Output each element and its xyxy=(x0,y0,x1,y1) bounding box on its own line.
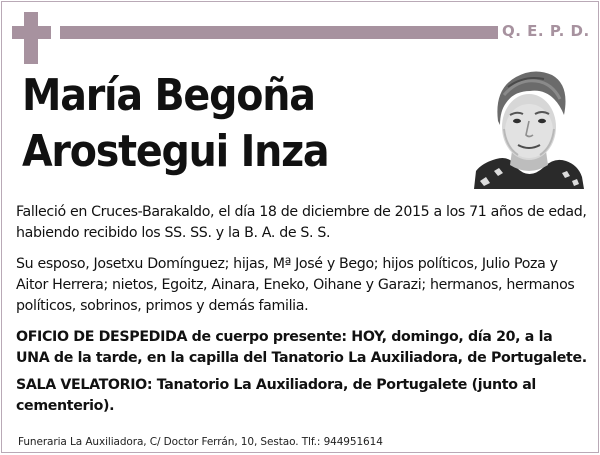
wake-room: SALA VELATORIO: Tanatorio La Auxiliadora, de Portugalete (junto al cementerio). xyxy=(16,377,536,414)
deceased-name xyxy=(22,68,328,180)
obituary-notice xyxy=(1,1,599,453)
funeral-service: OFICIO DE DESPEDIDA de cuerpo presente: HOY, domingo, día 20, a la UNA de la tarde, en la capilla del Tanatorio La Auxiliadora, de Portugalete. xyxy=(16,329,587,366)
cross-icon-horizontal xyxy=(12,26,51,39)
portrait-photo xyxy=(474,59,584,189)
family-list: Su esposo, Josetxu Domínguez; hijas, Mª José y Bego; hijos políticos, Julio Poza y Aitor Herrera; nietos, Egoitz, Ainara, Eneko, Oihane y Garazi; hermanos, hermanos políticos, sobrinos, primos y demás familia. xyxy=(16,256,575,314)
header-bar xyxy=(60,26,498,39)
death-announcement: Falleció en Cruces-Barakaldo, el día 18 de diciembre de 2015 a los 71 años de edad, habiendo recibido los SS. SS. y la B. A. de S. S. xyxy=(16,204,587,241)
qepd-label: Q. E. P. D. xyxy=(502,22,590,40)
deceased-name-line2: Arostegui Inza xyxy=(22,126,329,177)
notice-body xyxy=(16,202,588,427)
funeral-home-footer: Funeraria La Auxiliadora, C/ Doctor Ferrán, 10, Sestao. Tlf.: 944951614 xyxy=(18,436,383,448)
deceased-name-line1: María Begoña xyxy=(22,70,315,121)
